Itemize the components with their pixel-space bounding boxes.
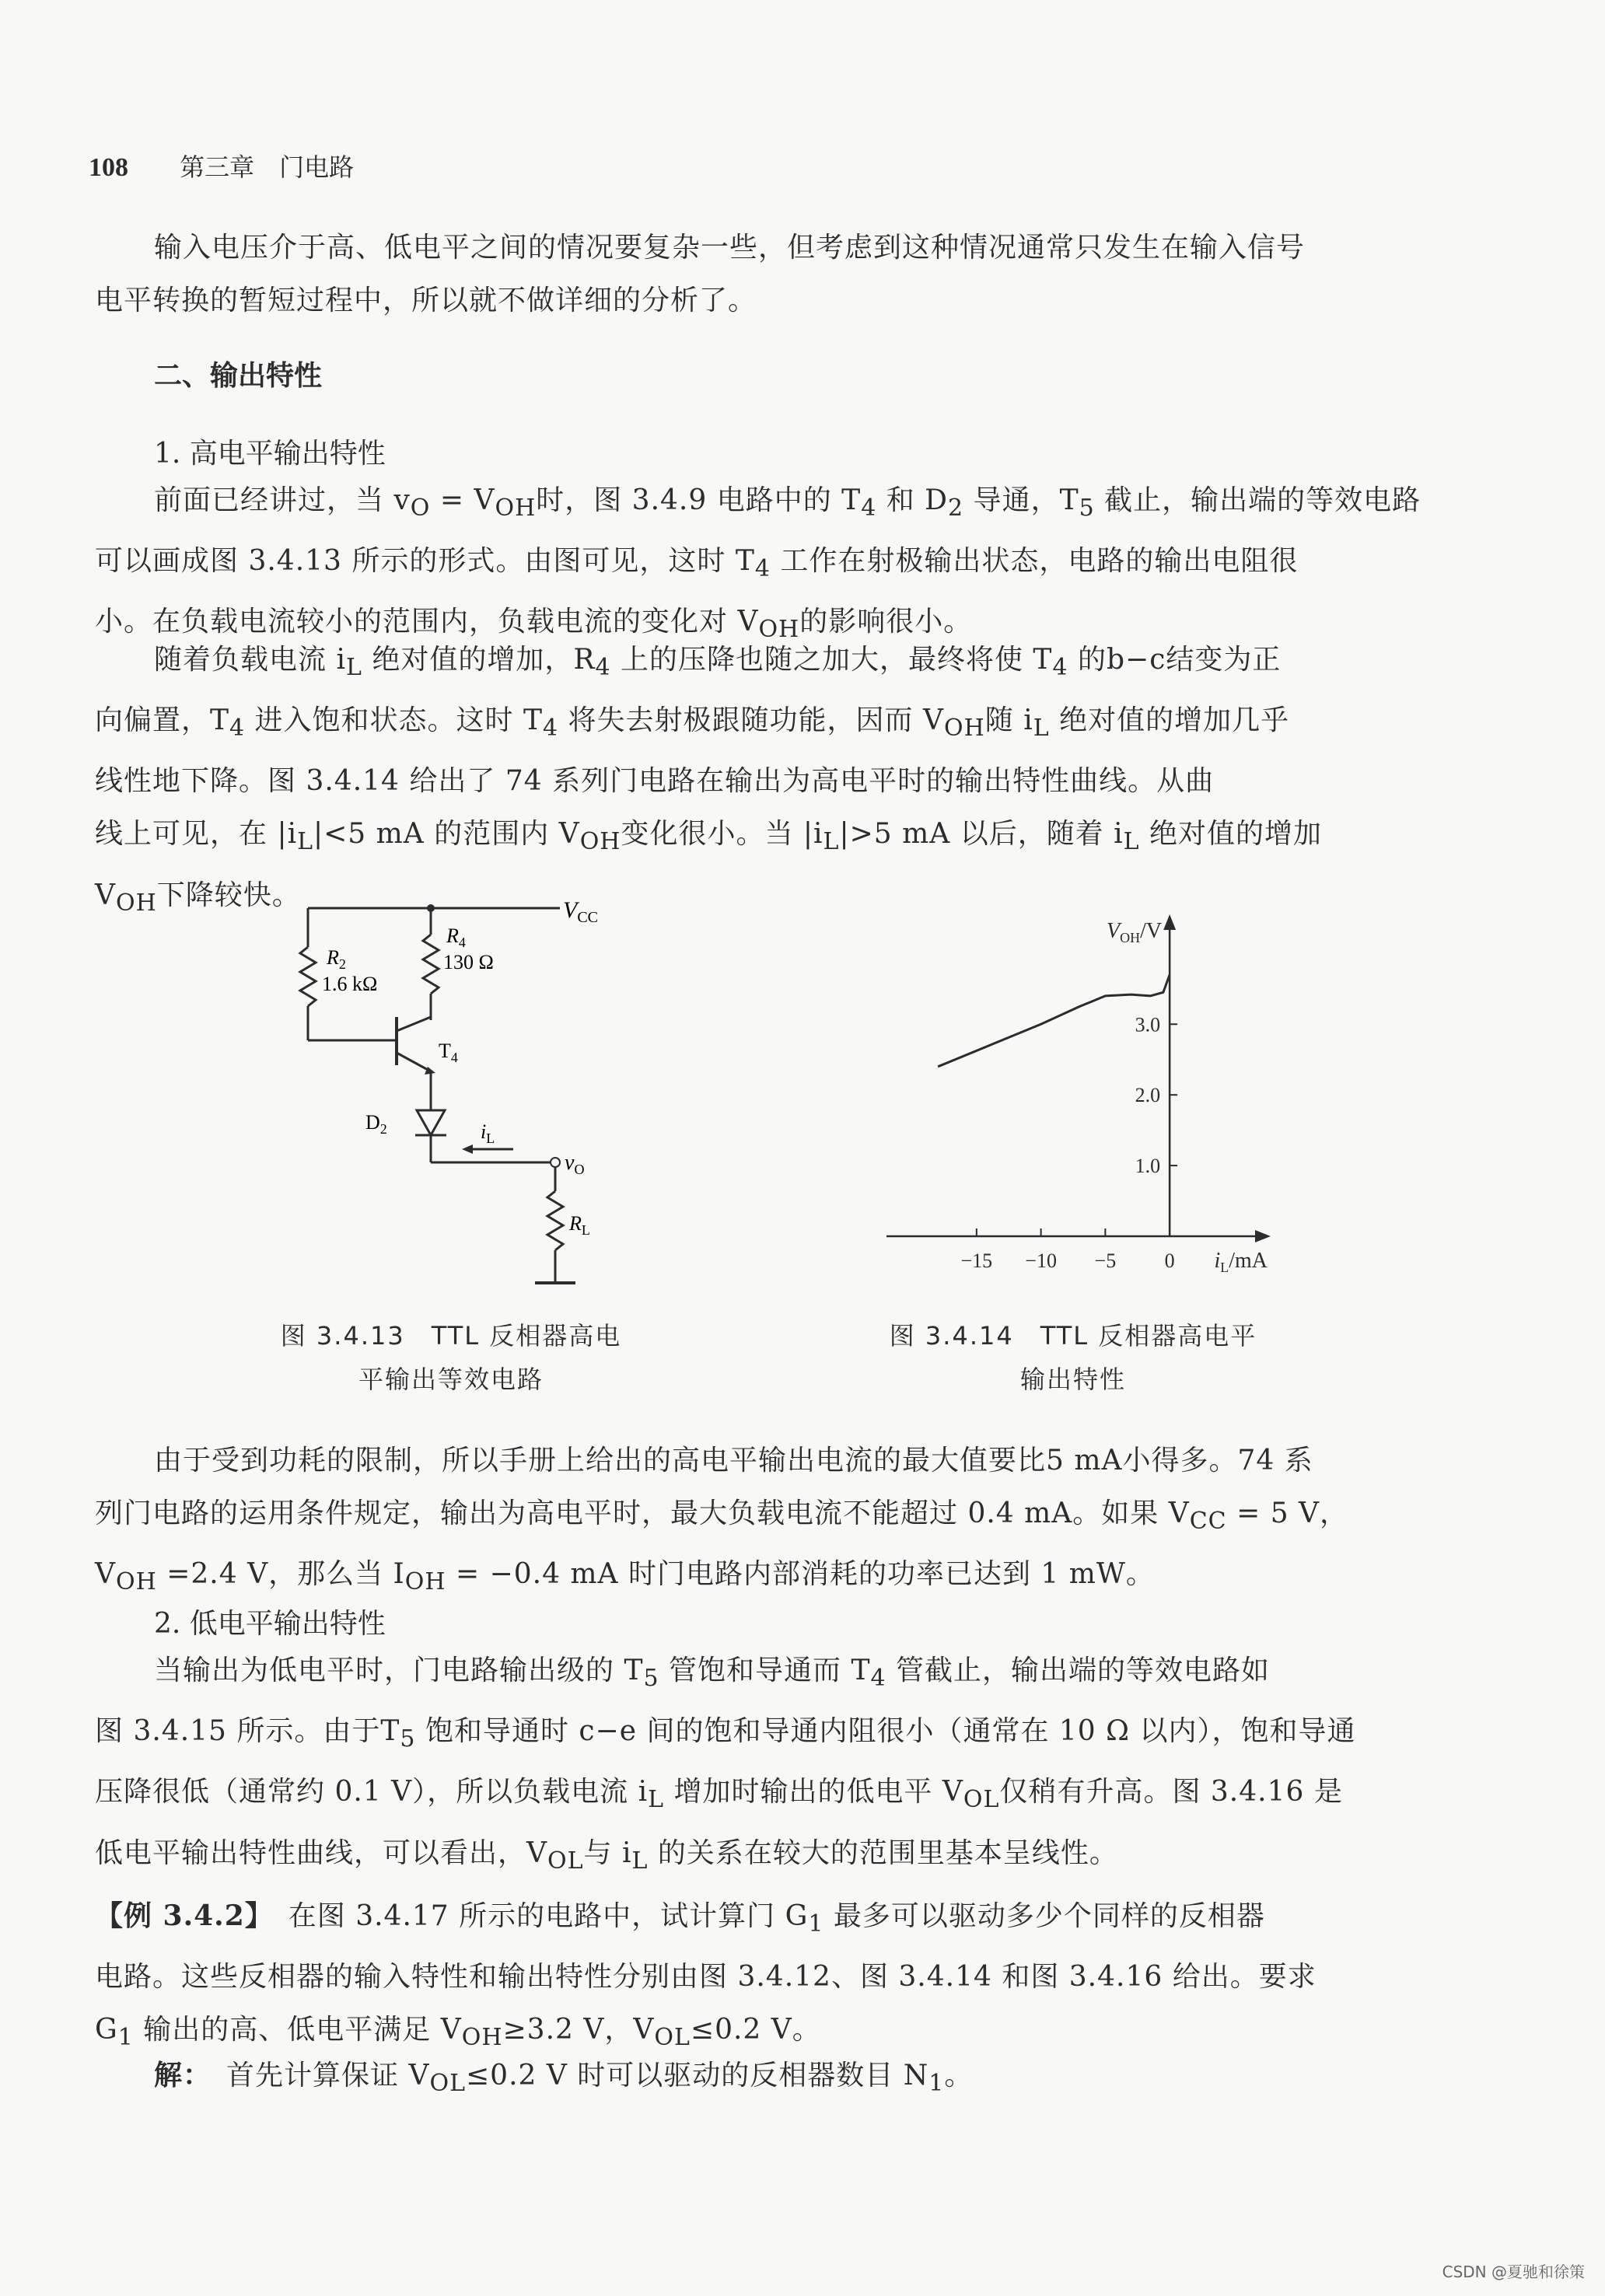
x-tick-label: −10: [1025, 1249, 1057, 1272]
y-tick-label: 3.0: [1135, 1013, 1161, 1036]
vo-label: $v_O$: [565, 1151, 585, 1177]
r4-label: $R_4$: [446, 924, 466, 950]
diode-d2: [417, 1110, 445, 1135]
r2-value: 1.6 kΩ: [322, 973, 378, 995]
y-tick-label: 1.0: [1135, 1155, 1161, 1178]
page-number: 108: [89, 153, 128, 182]
watermark: CSDN @夏驰和徐策: [1442, 2263, 1585, 2281]
vcc-label: $V_{CC}$: [563, 897, 599, 926]
y-axis-arrow: [1163, 914, 1176, 930]
t4-label: $T_4$: [439, 1040, 458, 1065]
example-label: 【例 3.4.2】: [95, 1899, 260, 1932]
circuit-diagram: [288, 894, 661, 1298]
subsection-heading-low: 2. 低电平输出特性: [154, 1608, 386, 1640]
page-header: [89, 148, 354, 183]
paragraph-high-output-1: 前面已经讲过，当 $v_O = V_{OH}$时，图 3.4.9 电路中的 $T_4$ 和 $D_2$ 导通，$T_5$ 截止，输出端的等效电路 可以画成图 3.4.13 所示的形式。由图可见，这时 $T_4$ 工作在射极输出状态，电路的输出电阻很 小。在负载电流较小的范围内，负载电流的变化对 $V_{OH}$的影响很小。: [95, 484, 1421, 644]
r4-value: 130 Ω: [443, 951, 494, 973]
x-axis-label: $i_L/mA$: [1214, 1249, 1268, 1275]
x-tick-label: −5: [1094, 1249, 1117, 1272]
x-axis-arrow: [1255, 1230, 1271, 1242]
caption-fig-3-4-13: 图 3.4.13 TTL 反相器高电 平输出等效电路: [280, 1321, 622, 1394]
solution-label: 解：: [154, 2059, 198, 2092]
paragraph-power-limit: 由于受到功耗的限制，所以手册上给出的高电平输出电流的最大值要比5 mA小得多。74 系 列门电路的运用条件规定，输出为高电平时，最大负载电流不能超过 0.4 mA。如果 $V_{CC} = 5$ V， $V_{OH} =2.4$ V，那么当 $I_{OH} = -0.4$ mA 时门电路内部消耗的功率已达到 1 mW。: [95, 1445, 1349, 1596]
x-tick-label: 0: [1164, 1249, 1175, 1272]
y-tick-label: 2.0: [1135, 1084, 1161, 1107]
example-3-4-2: 【例 3.4.2】 在图 3.4.17 所示的电路中，试计算门 $G_1$ 最多可以驱动多少个同样的反相器 电路。这些反相器的输入特性和输出特性分别由图 3.4.12、图 3.4.14 和图 3.4.16 给出。要求 $G_1$ 输出的高、低电平满足 $V_{OH}\ge 3.2$ V，$V_{OL}\le 0.2$ V。: [95, 1899, 1317, 2052]
y-axis-label: $V_{OH}/V$: [1107, 919, 1163, 945]
r2-label: $R_2$: [327, 946, 346, 972]
text-line: 电平转换的暂短过程中，所以就不做详细的分析了。: [95, 285, 757, 316]
il-label: $i_L$: [481, 1120, 495, 1146]
caption-fig-3-4-14: 图 3.4.14 TTL 反相器高电平 输出特性: [889, 1321, 1257, 1394]
chapter-title: 第三章 门电路: [180, 152, 355, 182]
d2-label: $D_2$: [365, 1111, 387, 1137]
x-tick-label: −15: [960, 1249, 993, 1272]
text-line: 输入电压介于高、低电平之间的情况要复杂一些，但考虑到这种情况通常只发生在输入信号: [154, 232, 1306, 264]
paragraph-high-output-2: 随着负载电流 $i_L$ 绝对值的增加，$R_4$ 上的压降也随之加大，最终将使 $T_4$ 的b−c结变为正 向偏置，$T_4$ 进入饱和状态。这时 $T_4$ 将失去射极跟随功能，因而 $V_{OH}$随 $i_L$ 绝对值的增加几乎 线性地下降。图 3.4.14 给出了 74 系列门电路在输出为高电平时的输出特性曲线。从曲 线上可见，在 $|i_L|<5$ mA 的范围内 $V_{OH}$变化很小。当 $|i_L|>5$ mA 以后，随着 $i_L$ 绝对值的增加 $V_{OH}$下降较快。: [95, 644, 1323, 917]
section-heading: 二、输出特性: [154, 360, 323, 392]
resistor-rl: [547, 1191, 563, 1250]
resistor-r4: [423, 935, 439, 994]
solution: 解： 首先计算保证 $V_{OL}\le 0.2$ V 时可以驱动的反相器数目 $N_1$。: [154, 2059, 974, 2098]
subsection-heading-high: 1. 高电平输出特性: [154, 438, 386, 470]
output-characteristic-chart: [871, 910, 1275, 1291]
intro-paragraph: [95, 222, 1470, 327]
resistor-r2: [300, 947, 316, 1006]
rl-label: $R_L$: [569, 1212, 590, 1238]
paragraph-low-output: 当输出为低电平时，门电路输出级的 $T_5$ 管饱和导通而 $T_4$ 管截止，输出端的等效电路如 图 3.4.15 所示。由于$T_5$ 饱和导通时 c−e 间的饱和导通内阻很小（通常在 10 Ω 以内），饱和导通 压降很低（通常约 0.1 V），所以负载电流 $i_L$ 增加时输出的低电平 $V_{OL}$仅稍有升高。图 3.4.16 是 低电平输出特性曲线，可以看出，$V_{OL}$与 $i_L$ 的关系在较大的范围里基本呈线性。: [95, 1655, 1356, 1875]
